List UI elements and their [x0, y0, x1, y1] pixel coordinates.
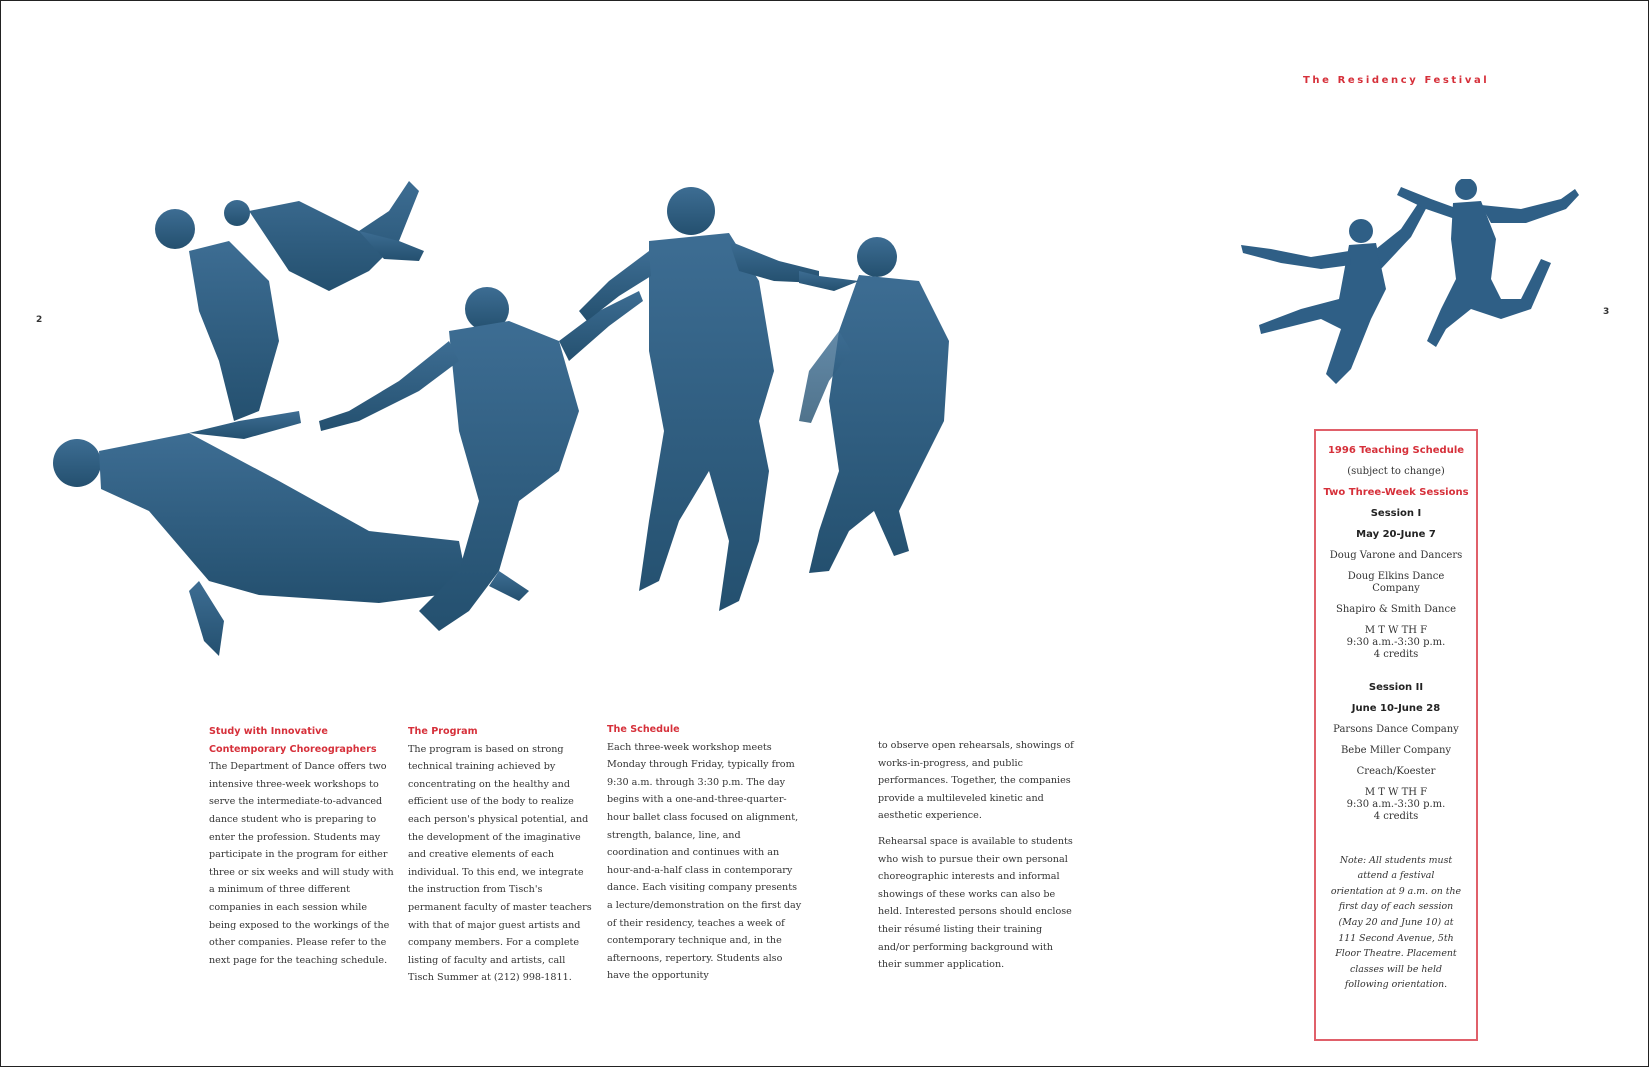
sessions-heading: Two Three-Week Sessions: [1323, 487, 1469, 498]
running-head: The Residency Festival: [1303, 75, 1490, 86]
session-name: Session I: [1370, 508, 1422, 519]
company-name: Creach/Koester: [1356, 766, 1436, 777]
column-program: [408, 723, 594, 987]
column-paragraph: Rehearsal space is available to students who wish to pursue their own personal choreographic interests and informal showings of these works can also be held. Interested persons should enclose their résumé listing their training and/or performing background with their summer application.: [878, 835, 1073, 971]
orientation-note: Note: All students must attend a festival orientation at 9 a.m. on the first day of each session (May 20 and June 10) at 111 Second Avenue, 5th Floor Theatre. Placement classes will be held following orientation.: [1330, 854, 1462, 991]
column-continued: [878, 737, 1076, 974]
company-name: Doug Varone and Dancers: [1329, 550, 1463, 561]
session-dates: June 10-June 28: [1351, 703, 1441, 714]
column-paragraph: to observe open rehearsals, showings of works-in-progress, and public performances. Together, the companies provide a multileveled kinetic and aesthetic experience.: [878, 740, 1074, 822]
teaching-schedule-box: [1314, 429, 1478, 1041]
schedule-subtitle: (subject to change): [1347, 466, 1445, 477]
column-paragraph: Each three-week workshop meets Monday through Friday, typically from 9:30 a.m. through 3:30 p.m. The day begins with a one-and-three-quarter-hour ballet class focused on alignment, strength, balance, line, and coordination and continues with an hour-and-a-half class in contemporary dance. Each visiting company presents a lecture/demonstration on the first day of their residency, teaches a week of contemporary technique and, in the afternoons, repertory. Students also have the opportunity: [607, 741, 802, 982]
session-days: M T W TH F: [1364, 625, 1428, 636]
company-name: Shapiro & Smith Dance: [1335, 604, 1457, 615]
company-name: Bebe Miller Company: [1340, 745, 1452, 756]
page-number-left: 2: [36, 315, 43, 325]
session-dates: May 20-June 7: [1356, 529, 1436, 540]
column-heading: The Schedule: [607, 724, 680, 735]
company-name: Parsons Dance Company: [1333, 724, 1459, 735]
session-hours: 9:30 a.m.-3:30 p.m.: [1346, 799, 1446, 810]
column-paragraph: The Department of Dance offers two intensive three-week workshops to serve the intermediate-to-advanced dance student who is preparing to enter the profession. Students may participate in the program for either three or six weeks and will study with a minimum of three different companies in each session while being exposed to the workings of the other companies. Please refer to the next page for the teaching schedule.: [209, 761, 394, 966]
column-study: [209, 723, 395, 969]
session-hours: 9:30 a.m.-3:30 p.m.: [1346, 637, 1446, 648]
column-heading: The Program: [408, 726, 478, 737]
schedule-title: 1996 Teaching Schedule: [1327, 445, 1465, 456]
session-meta: [1322, 625, 1470, 661]
column-schedule: [607, 721, 803, 985]
page-number-right: 3: [1603, 307, 1610, 317]
session-days: M T W TH F: [1364, 787, 1428, 798]
leaping-dancers-photo: [1241, 179, 1581, 419]
session-credits: 4 credits: [1373, 811, 1419, 822]
column-heading: Study with Innovative Contemporary Choreographers: [209, 726, 377, 755]
session-meta: [1322, 787, 1470, 823]
session-name: Session II: [1368, 682, 1424, 693]
session-credits: 4 credits: [1373, 649, 1419, 660]
column-paragraph: The program is based on strong technical training achieved by concentrating on the healthy and efficient use of the body to realize each person's physical potential, and the development of the imaginative and creative elements of each individual. To this end, we integrate the instruction from Tisch's permanent faculty of master teachers with that of major guest artists and company members. For a complete listing of faculty and artists, call Tisch Summer at (212) 998-1811.: [408, 743, 592, 984]
dancers-chain-photo: [39, 171, 1039, 691]
company-name: Doug Elkins Dance Company: [1347, 571, 1445, 594]
